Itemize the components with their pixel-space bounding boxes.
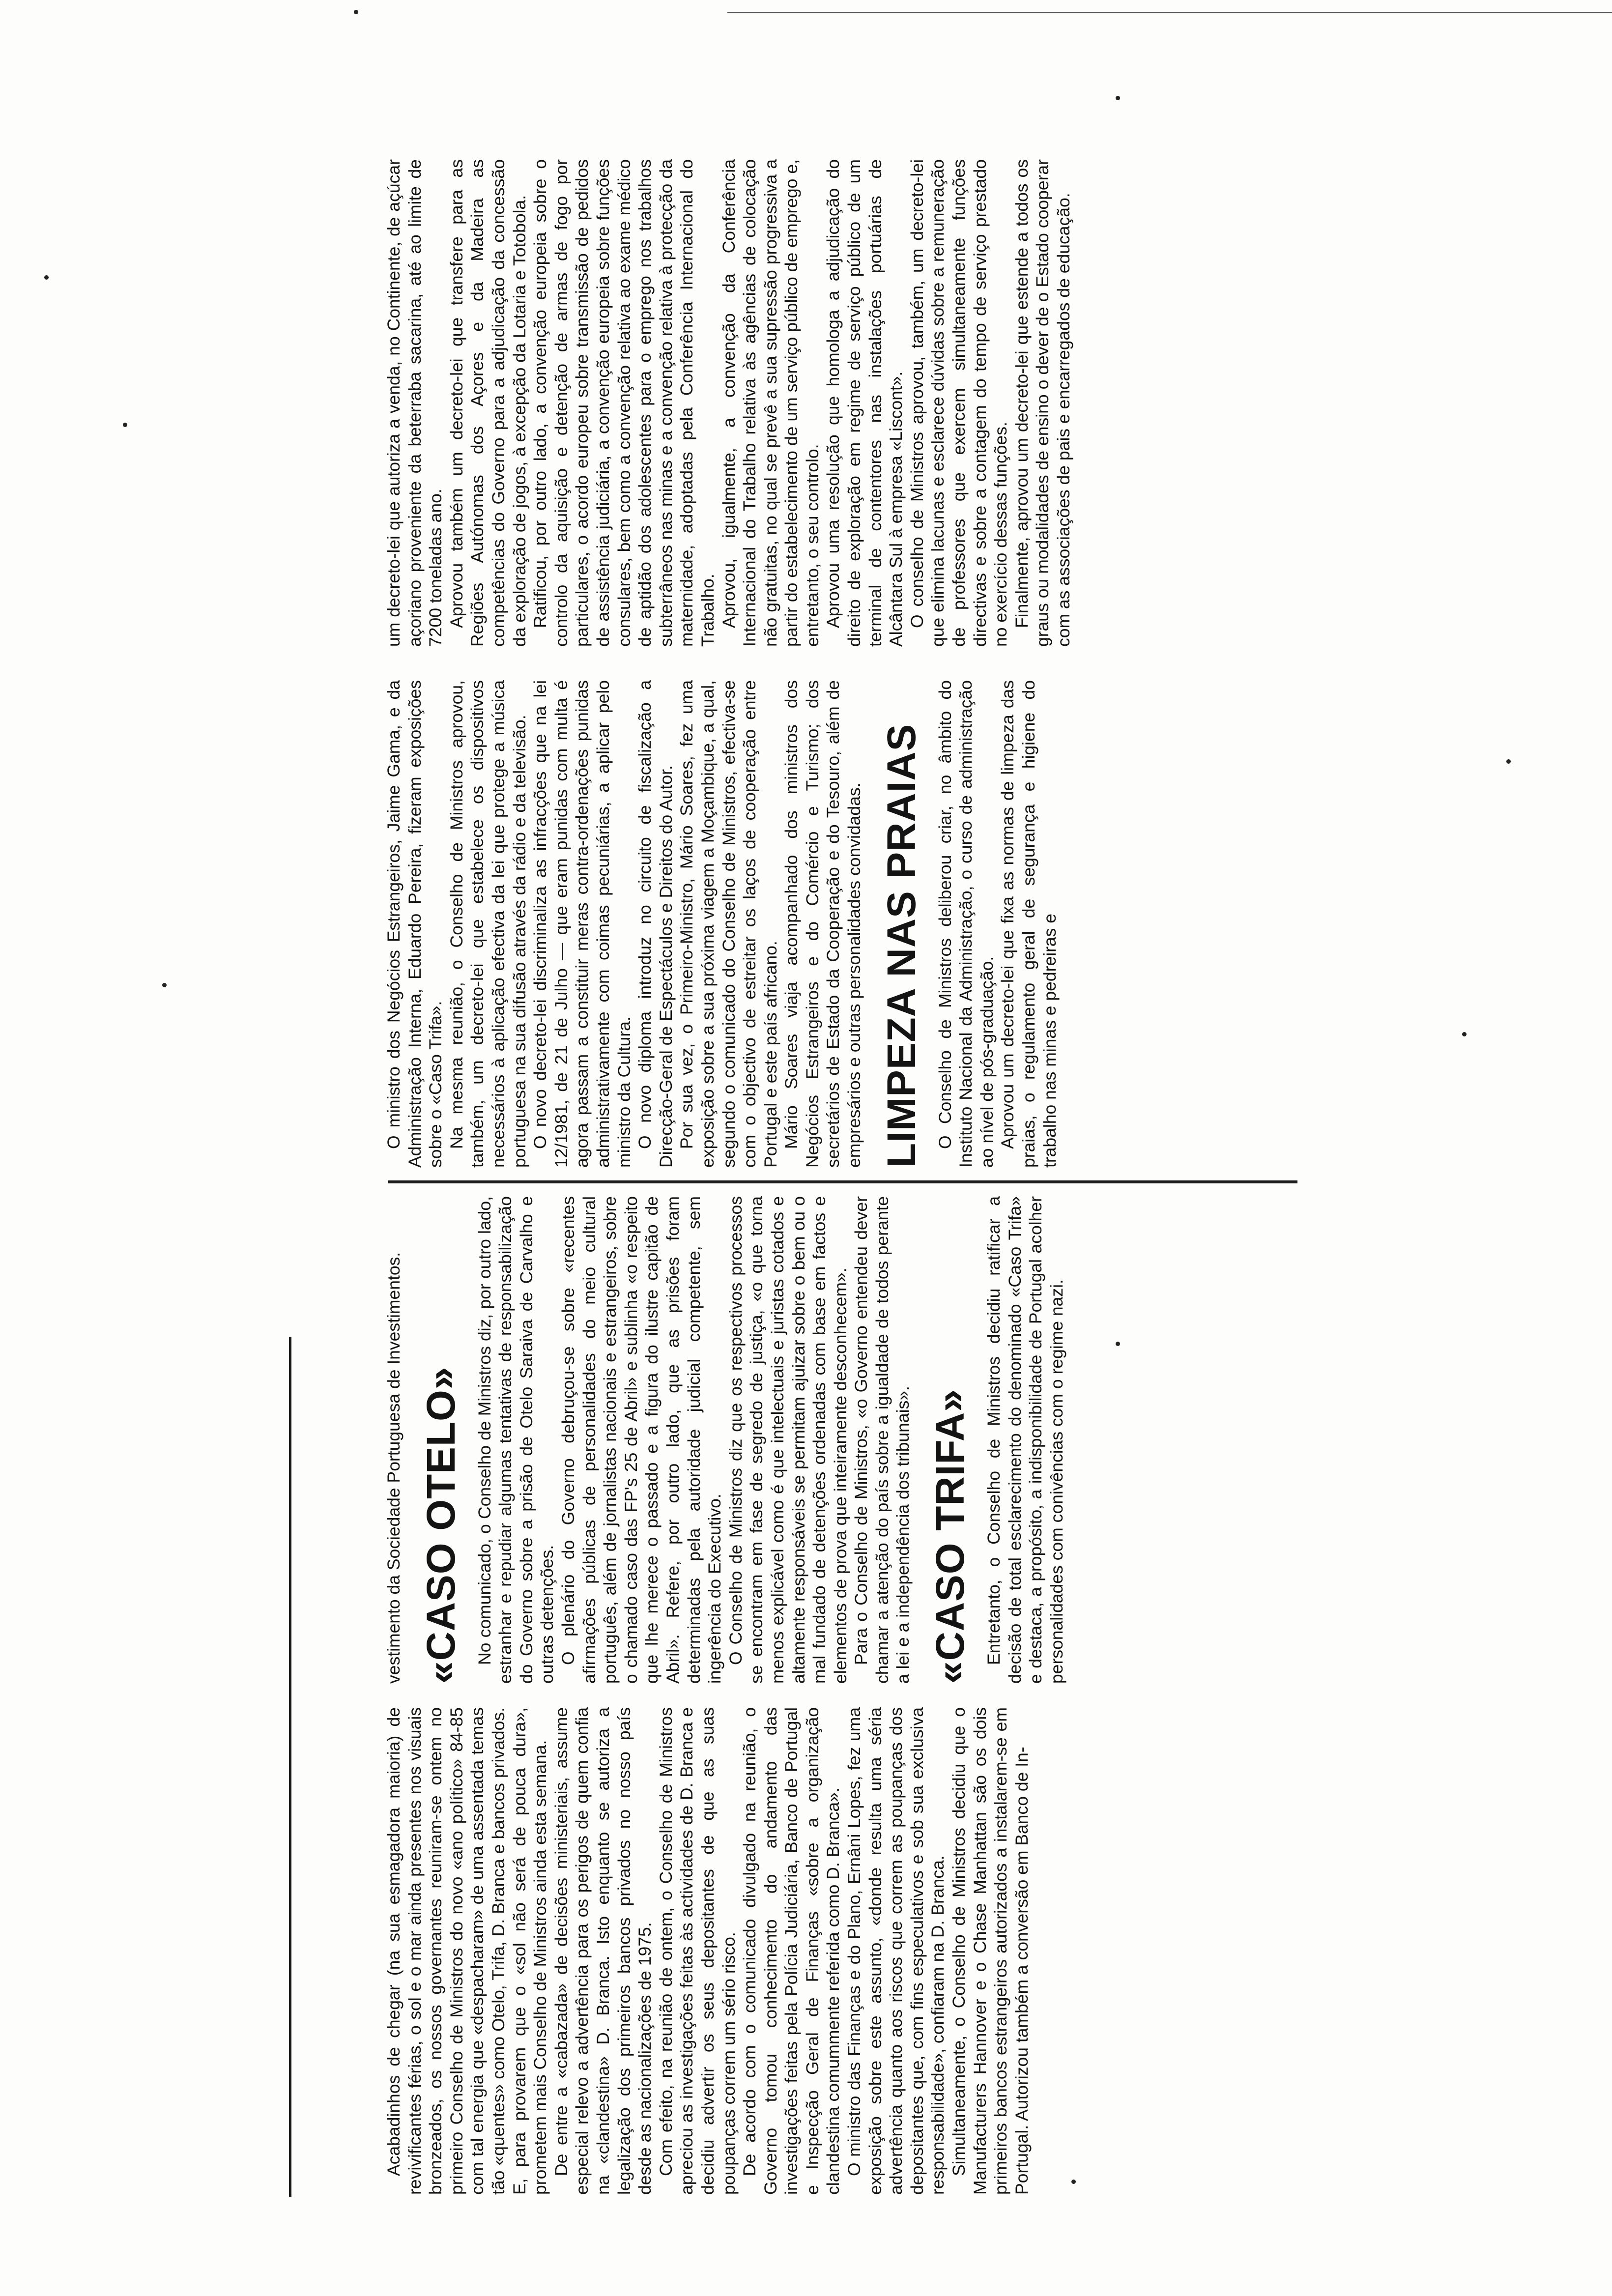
headline-limpeza-nas-praias: LIMPEZA NAS PRAIAS: [879, 723, 924, 1168]
paragraph: O ministro dos Negócios Estrangeiros, Jaime Gama, e da Administração Interna, Eduardo Pereira, fizeram exposições sobre o «Caso Trifa».: [384, 680, 446, 1168]
paragraph: O novo decreto-lei discriminaliza as infracções que na lei 12/1981, de 21 de Julho — que eram punidas com multa é agora passam a constituir meras contra-ordenações punidas administrativamente com coimas pecuniárias, a aplicar pelo ministro da Cultura.: [530, 680, 634, 1168]
paragraph: O ministro das Finanças e do Plano, Ernâni Lopes, fez uma exposição sobre este assunto, «donde resulta uma séria advertência quanto aos riscos que correm as poupanças dos depositantes que, com fins especulativos e sob sua exclusiva responsabilidade», confiaram na D. Branca.: [844, 1707, 948, 2195]
scan-edge-rule: [727, 12, 1612, 13]
paragraph: Mário Soares viaja acompanhado dos ministros dos Negócios Estrangeiros e do Comércio e Turismo; dos secretários de Estado da Cooperação e do Tesouro, além de empresários e outras personalidades convidadas.: [781, 680, 864, 1168]
paragraph: De acordo com o comunicado divulgado na reunião, o Governo tomou conhecimento do andamento das investigações feitas pela Polícia Judiciária, Banco de Portugal e Inspecção Geral de Finanças «sobre a organização clandestina comummente referida como D. Branca».: [740, 1707, 843, 2195]
paragraph: Ratificou, por outro lado, a convenção europeia sobre o controlo da aquisição e detenção de armas de fogo por particulares, o acordo europeu sobre transmissão de pedidos de assistência judiciária, a convenção europeia sobre funções consulares, bem como a convenção relativa ao exame médico de aptidão dos adolescentes para o emprego nos trabalhos subterrâneos nas minas e a convenção relativa à protecção da maternidade, adoptadas pela Conferência Internacional do Trabalho.: [530, 159, 718, 647]
newspaper-clipping: [383, 143, 1297, 2197]
paragraph: O Conselho de Ministros diz que os respectivos processos se encontram em fase de segredo de justiça, «o que torna menos explicável como é que intelectuais e juristas cotados e altamente responsáveis se permitam ajuizar sobre o bem ou o mal fundado de detenções ordenadas com base em factos e elementos de prova que inteiramente desconhecem».: [725, 1196, 850, 1684]
paragraph: Para o Conselho de Ministros, «o Governo entendeu dever chamar a atenção do país sobre a igualdade de todos perante a lei e a independência dos tribunais».: [851, 1196, 913, 1684]
headline-caso-otelo: «CASO OTELO»: [418, 1366, 463, 1684]
article-column-1: [383, 1705, 1297, 2197]
paragraph: Acabadinhos de chegar (na sua esmagadora maioria) de revivificantes férias, o sol e o mar ainda presentes nos visuais bronzeados, os nossos governantes reuniram-se ontem no primeiro Conselho de Ministros do novo «ano político» 84-85 com tal energia que «despacharam» de uma assentada temas tão «quentes» como Otelo, Trifa, D. Branca e bancos privados. E, para provarem que o «sol não será de pouca dura», prometem mais Conselho de Ministros ainda esta semana.: [384, 1707, 550, 2195]
paragraph: Aprovou, igualmente, a convenção da Conferência Internacional do Trabalho relativa às agências de colocação não gratuitas, no qual se prevê a sua supressão progressiva a partir do estabelecimento de um serviço público de emprego e, entretanto, o seu controlo.: [719, 159, 822, 647]
article-column-2: [383, 1194, 1297, 1686]
column-divider: [388, 1180, 1297, 1183]
clipping-edge-rule: [289, 1337, 291, 2197]
headline-caso-trifa: «CASO TRIFA»: [928, 1389, 973, 1684]
paragraph: O Conselho de Ministros deliberou criar, no âmbito do Instituto Nacional da Administração, o curso de administração ao nível de pós-graduação.: [935, 680, 997, 1168]
paragraph: Por sua vez, o Primeiro-Ministro, Mário Soares, fez uma exposição sobre a sua próxima viagem a Moçambique, a qual, segundo o comunicado do Conselho de Ministros, efectiva-se com o objectivo de estreitar os laços de cooperação entre Portugal e este país africano.: [677, 680, 780, 1168]
paragraph: Aprovou um decreto-lei que fixa as normas de limpeza das praias, o regulamento geral de segurança e higiene do trabalho nas minas e pedreiras e: [998, 680, 1060, 1168]
article-column-4: [383, 157, 1297, 649]
paragraph: Aprovou uma resolução que homologa a adjudicação do direito de exploração em regime de serviço público de um terminal de contentores nas instalações portuárias de Alcântara Sul à empresa «Liscont».: [823, 159, 906, 647]
paragraph: No comunicado, o Conselho de Ministros diz, por outro lado, estranhar e repudiar algumas tentativas de responsabilização do Governo sobre a prisão de Otelo Saraiva de Carvalho e outras detenções.: [474, 1196, 557, 1684]
paragraph: vestimento da Sociedade Portuguesa de Investimentos.: [384, 1252, 403, 1684]
paragraph: Na mesma reunião, o Conselho de Ministros aprovou, também, um decreto-lei que estabelece os dispositivos necessários à aplicação efectiva da lei que protege a música portuguesa na sua difusão através da rádio e da televisão.: [446, 680, 529, 1168]
paragraph: um decreto-lei que autoriza a venda, no Continente, de açúcar açoriano proveniente da beterraba sacarina, até ao limite de 7200 toneladas ano.: [384, 159, 446, 647]
paragraph: O plenário do Governo debruçou-se sobre «recentes afirmações públicas de personalidades do meio cultural português, além de jornalistas nacionais e estrangeiros, sobre o chamado caso das FP's 25 de Abril» e sublinha «o respeito que lhe merece o passado e a figura do ilustre capitão de Abril». Refere, por outro lado, que as prisões foram determinadas pela autoridade judicial competente, sem ingerência do Executivo.: [558, 1196, 725, 1684]
paragraph: Simultaneamente, o Conselho de Ministros decidiu que o Manufacturers Hannover e o Chase Manhattan são os dois primeiros bancos estrangeiros autorizados a instalarem-se em Portugal. Autorizou também a conversão em Banco de In-: [949, 1707, 1032, 2195]
paragraph: Com efeito, na reunião de ontem, o Conselho de Ministros apreciou as investigações feitas às actividades de D. Branca e decidiu advertir os seus depositantes de que as suas poupanças correm um sério risco.: [656, 1707, 739, 2195]
paragraph: De entre a «cabazada» de decisões ministeriais, assume especial relevo a advertência para os perigos de quem confia na «clandestina» D. Branca. Isto enquanto se autoriza a legalização dos primeiros bancos privados no nosso país desde as nacionalizações de 1975.: [551, 1707, 655, 2195]
paragraph: Aprovou também um decreto-lei que transfere para as Regiões Autónomas dos Açores e da Madeira as competências do Governo para a adjudicação da concessão da exploração de jogos, à excepção da Lotaria e Totobola.: [446, 159, 529, 647]
paragraph: O conselho de Ministros aprovou, também, um decreto-lei que elimina lacunas e esclarece dúvidas sobre a remuneração de professores que exercem simultaneamente funções directivas e sobre a contagem do tempo de serviço prestado no exercício dessas funções.: [907, 159, 1011, 647]
paragraph: Finalmente, aprovou um decreto-lei que estende a todos os graus ou modalidades de ensino o dever de o Estado cooperar com as associações de pais e encarregados de educação.: [1011, 159, 1073, 647]
paragraph: Entretanto, o Conselho de Ministros decidiu ratificar a decisão de total esclarecimento do denominado «Caso Trifa» e destaca, a propósito, a indisponibilidade de Portugal acolher personalidades com conivências com o regime nazi.: [984, 1196, 1066, 1684]
paragraph: O novo diploma introduz no circuito de fiscalização a Direcção-Geral de Espectáculos e Direitos do Autor.: [635, 680, 676, 1168]
article-column-3: [383, 678, 1297, 1170]
